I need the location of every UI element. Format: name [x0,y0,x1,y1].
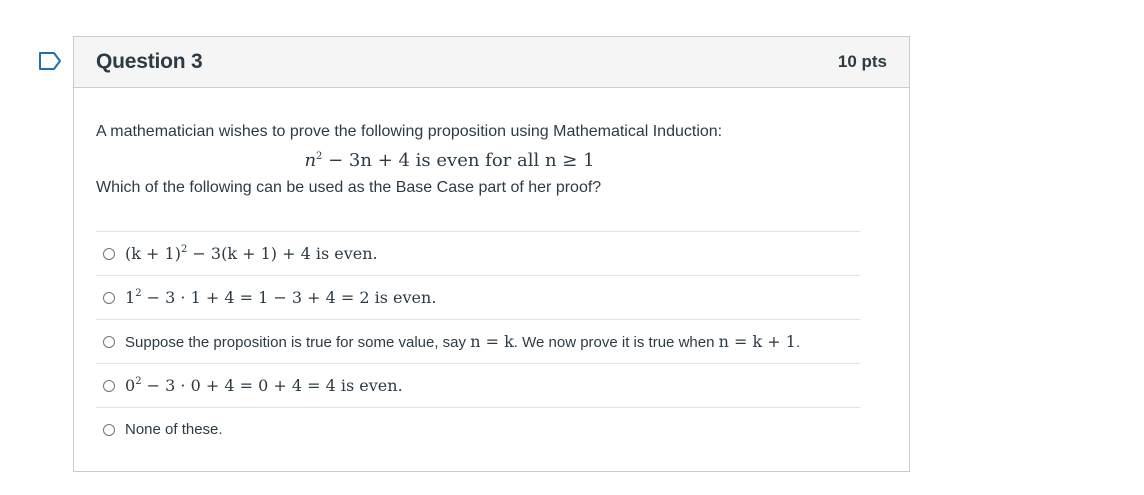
question-points: 10 pts [837,52,887,71]
formula-rest: − 3n + 4 is even for all n ≥ 1 [322,150,595,171]
question-prompt-2: Which of the following can be used as the Base Case part of her proof? [96,179,602,196]
answer-option-3[interactable] [96,319,860,363]
answer-option-2[interactable] [96,275,860,319]
answer-label: $1^2 - 3 \cdot 1 + 4 = 1 - 3 + 4 = 2$ is even. [125,288,437,307]
radio-button-icon[interactable] [103,424,115,436]
radio-button-icon[interactable] [103,336,115,348]
answer-label: $0^2 - 3 \cdot 0 + 4 = 0 + 4 = 4$ is even. [125,376,403,395]
question-prompt: A mathematician wishes to prove the following proposition using Mathematical Induction: [96,123,723,140]
question-title: Question 3 [96,50,203,73]
proposition-formula [96,150,803,171]
radio-button-icon[interactable] [103,380,115,392]
formula-variable: n [304,150,317,171]
answer-label: None of these. [125,421,223,438]
question-header [74,37,909,88]
formula-exponent: 2 [316,151,323,162]
radio-button-icon[interactable] [103,292,115,304]
answer-option-4[interactable] [96,363,860,407]
answer-label: Suppose the proposition is true for some value, say n = k. We now prove it is true when n = k + 1. [125,332,801,351]
answer-list [96,231,860,451]
radio-button-icon[interactable] [103,248,115,260]
answer-label: $(k + 1)^2 - 3(k + 1) + 4$ is even. [125,244,378,263]
answer-option-5[interactable] [96,407,860,451]
flag-icon[interactable] [38,51,62,71]
answer-option-1[interactable] [96,231,860,275]
question-card [73,36,910,472]
